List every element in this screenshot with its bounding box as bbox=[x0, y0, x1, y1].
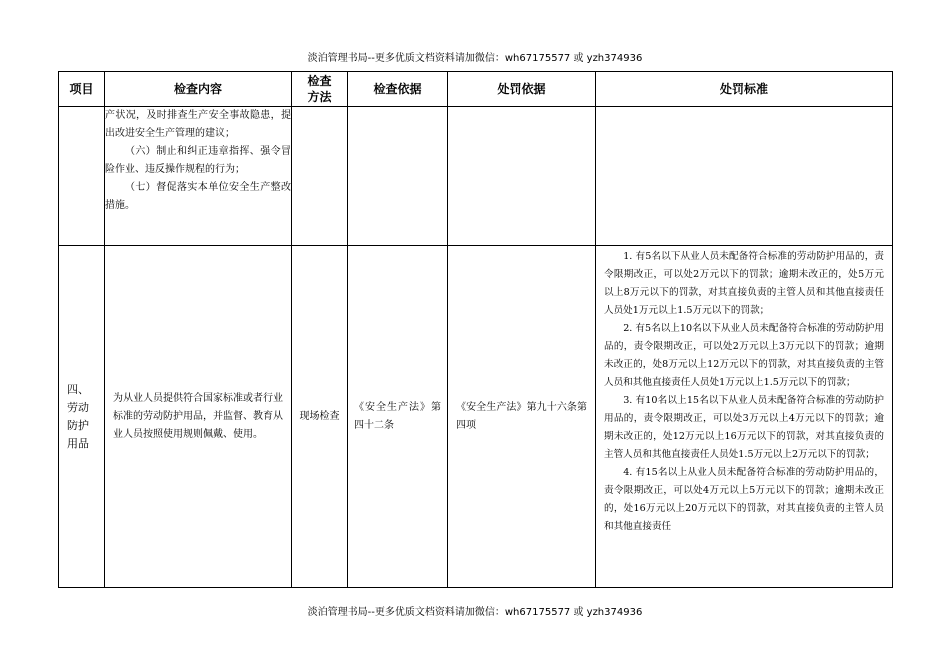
penalty-item-4: 4. 有15名以上从业人员未配备符合标准的劳动防护用品的，责令限期改正，可以处4万元以上5万元以下的罚款；逾期未改正的，处16万元以上20万元以下的罚款，对其直接负责的主管人员和其他直接责任 bbox=[604, 467, 884, 532]
cell-item-label bbox=[59, 246, 105, 588]
penalty-item-2: 2. 有5名以上10名以下从业人员未配备符合标准的劳动防护用品的，责令限期改正，可以处2万元以上3万元以下的罚款；逾期未改正的，处8万元以上12万元以下的罚款，对其直接负责的主管人员和其他直接责任人员处1万元以上1.5万元以下的罚款； bbox=[604, 323, 884, 388]
inspection-table bbox=[58, 71, 893, 588]
table-header-row bbox=[59, 72, 893, 107]
cell-content-continued bbox=[105, 107, 292, 246]
continued-line-1: 产状况，及时排查生产安全事故隐患，提出改进安全生产管理的建议； bbox=[105, 110, 291, 139]
cell-method bbox=[292, 246, 348, 588]
col-header-penalty-standard: 处罚标准 bbox=[596, 72, 893, 107]
col-header-method bbox=[292, 72, 348, 107]
col-header-method-label: 检查方法 bbox=[307, 74, 332, 104]
item-label-text: 四、劳动防护用品 bbox=[67, 382, 89, 450]
cell-penalty-standard bbox=[596, 246, 893, 588]
col-header-penalty-basis: 处罚依据 bbox=[448, 72, 596, 107]
penalty-basis-text: 《安全生产法》第九十六条第四项 bbox=[456, 401, 587, 431]
content-text: 为从业人员提供符合国家标准或者行业标准的劳动防护用品，并监督、教育从业人员按照使用规则佩戴、使用。 bbox=[113, 392, 283, 440]
penalty-item-1: 1. 有5名以下从业人员未配备符合标准的劳动防护用品的，责令限期改正，可以处2万元以下的罚款；逾期未改正的，处5万元以上8万元以下的罚款，对其直接负责的主管人员和其他直接责任人员处1万元以上1.5万元以下的罚款； bbox=[604, 251, 884, 316]
continued-line-3: （七）督促落实本单位安全生产整改措施。 bbox=[105, 182, 291, 211]
cell-method-empty bbox=[292, 107, 348, 246]
table-row bbox=[59, 107, 893, 246]
basis-text: 《安全生产法》第四十二条 bbox=[354, 401, 441, 431]
header-watermark-note: 淡泊管理书局--更多优质文档资料请加微信：wh67175577 或 yzh374936 bbox=[307, 53, 643, 64]
col-header-content: 检查内容 bbox=[105, 72, 292, 107]
cell-penalty-basis bbox=[448, 246, 596, 588]
cell-content bbox=[105, 246, 292, 588]
cell-penalty-standard-empty bbox=[596, 107, 893, 246]
method-text: 现场检查 bbox=[299, 410, 340, 422]
col-header-basis: 检查依据 bbox=[348, 72, 448, 107]
table-row bbox=[59, 246, 893, 588]
col-header-item: 项目 bbox=[59, 72, 105, 107]
footer-watermark-note: 淡泊管理书局--更多优质文档资料请加微信：wh67175577 或 yzh374936 bbox=[307, 607, 643, 618]
penalty-standard-list bbox=[596, 246, 892, 583]
penalty-item-3: 3. 有10名以上15名以下从业人员未配备符合标准的劳动防护用品的，责令限期改正，可以处3万元以上4万元以下的罚款；逾期未改正的，处12万元以上16万元以下的罚款，对其直接负责的主管人员和其他直接责任人员处1.5万元以上2万元以下的罚款； bbox=[604, 395, 884, 460]
cell-basis-empty bbox=[348, 107, 448, 246]
cell-penalty-basis-empty bbox=[448, 107, 596, 246]
cell-item-empty bbox=[59, 107, 105, 246]
cell-basis bbox=[348, 246, 448, 588]
continued-line-2: （六）制止和纠正违章指挥、强令冒险作业、违反操作规程的行为； bbox=[105, 146, 291, 175]
